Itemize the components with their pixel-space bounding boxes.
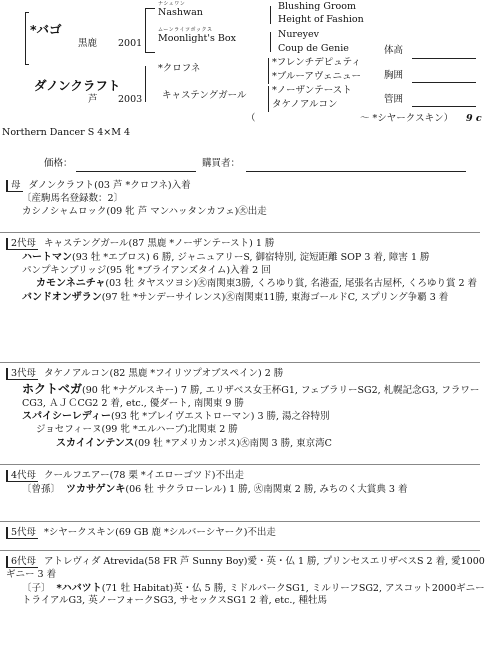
sire-sire: ナシュワン Nashwan [158,1,203,18]
dam-name: ダノンクラフト [34,78,121,93]
progeny-entry [20,437,490,451]
ddd: タケノアルコン [272,99,338,110]
section-3 [11,368,490,451]
generation-tag: 5代母 [6,527,38,539]
section-divider [0,550,480,551]
ssd: Height of Fashion [278,14,364,25]
buyer-label: 購買者： [202,158,241,169]
section-2 [11,238,490,305]
section-6 [6,556,490,608]
section-divider [0,232,480,233]
progeny-entry [20,265,490,278]
generation-tag: 2代母 [6,238,38,250]
progeny-entry [20,424,490,437]
horse-record: (09 牡 *アメリカンポス)㊋南関 3 勝, 東京湾C [134,438,332,450]
bottom-line: （ ～ *シヤークスキン） [246,113,454,124]
family-number: 9 c [466,113,482,124]
section-heading: キャステングガール(87 黒鹿 *ノーザンテースト) 1 勝 [44,238,275,249]
horse-record: (93 牡 *エブロス) 6 勝, ジャニュアリーS, 御宿特別, 淀短距離 SOP 3 着, 障害 1 勝 [72,251,430,263]
sire-dam: ムーンライツボックス Moonlight's Box [158,27,236,44]
dam-color: 芦 [88,94,98,105]
section-4 [11,470,490,497]
relation-label: 〔曾孫〕 [22,483,61,495]
section-1 [11,180,490,218]
horse-name: ホクトベガ [22,381,83,396]
horse-record: (71 牡 Habitat)英・仏 5 勝, ミドルパークSG1, ミルリーフSG2, アスコット2000ギニートライアルG3, 英ノーフォークSG3, サセックスSG1 2 着, etc., 種牡馬 [22,582,485,607]
horse-name: バンドオンザラン [22,292,102,304]
progeny-entry [20,291,490,305]
horse-name: スカイインテンス [56,438,135,450]
generation-tag: 4代母 [6,470,38,482]
horse-record: (06 牡 サクラローレル) 1 勝, ㊋南関東 2 勝, みちのく大賞典 3 着 [125,483,408,495]
progeny-entry [20,277,490,291]
sss: Blushing Groom [278,1,356,12]
dam-sire: *クロフネ [158,63,201,74]
relation-label: 〔子〕 [22,582,51,594]
progeny-entry [20,381,490,411]
dss: *フレンチデピュティ [272,57,361,68]
section-divider [0,521,480,522]
dam-dam: キャステングガール [162,90,247,101]
progeny-entry [20,483,490,497]
horse-record: (93 牝 *ブレイヴエストローマン) 3 勝, 湯之谷特別 [111,411,330,423]
progeny-entry [20,251,490,265]
dam-line: カシノシャムロック(09 牝 芦 マンハッタンカフェ)㊋出走 [22,205,267,217]
dds: *ノーザンテースト [272,85,352,96]
generation-tag: 6代母 [6,556,38,568]
dam-year: 2003 [118,94,143,105]
section-heading: クールフエアー(78 栗 *イエローゴツド)不出走 [44,470,245,481]
horse-record: (90 牝 *ナグルスキー) 7 勝, エリザベス女王杯G1, フェブラリーSG2, 札幌記念G3, フラワーCG3, ＡＪＣCG2 2 着, etc., 優ダート, 南関東 9 勝 [22,384,480,409]
generation-tag: 3代母 [6,368,38,380]
horse-name: *ハバツト [56,582,102,594]
sire-name: *バゴ [30,22,62,37]
field-kyoui: 胸囲 [384,70,404,81]
horse-record: (97 牡 *サンデーサイレンス)㊋南関東11勝, 東海ゴールドC, スプリング争覇 3 着 [101,292,449,304]
section-heading: ダノンクラフト(03 芦 *クロフネ)入着 [28,180,191,191]
section-divider [0,362,480,363]
sds: Nureyev [278,29,319,40]
horse-record: パンプキンブリッジ(95 牝 *ブライアンズタイム)入着 2 回 [22,264,271,276]
section-5 [11,527,490,540]
horse-record: ジョセフィーヌ(99 牝 *エルハーブ)北関東 2 勝 [36,424,238,436]
field-taikou: 体高 [384,45,404,56]
horse-name: ハートマン [22,251,72,263]
progeny-entry [20,582,490,609]
dam-line: 〔産駒馬名登録数：2〕 [22,192,124,204]
generation-tag: 母 [6,180,23,192]
sire-year: 2001 [118,38,143,49]
price-label: 価格： [44,158,73,169]
inbreeding: Northern Dancer S 4×M 4 [2,127,131,138]
horse-name: カモンネニチャ [36,278,106,290]
sdd: Coup de Genie [278,43,349,54]
section-divider [0,464,480,465]
sire-color: 黒鹿 [78,38,98,49]
progeny-entry [20,410,490,424]
field-kankou: 管囲 [384,94,404,105]
dsd: *ブルーアヴェニュー [272,71,362,82]
section-heading: タケノアルコン(82 黒鹿 *フイリツプオブスペイン) 2 勝 [44,368,284,379]
section-heading: アトレヴィダ Atrevida(58 FR 芦 Sunny Boy)愛・英・仏 1 勝, プリンセスエリザベスS 2 着, 愛1000ギニー 3 着 [6,556,485,580]
horse-name: ツカサゲンキ [66,483,126,495]
horse-record: (03 牡 タヤスツヨシ)㊋南関東3勝, くろゆり賞, 名港盃, 尾張名古屋杯, くろゆり賞 2 着 [105,278,478,290]
section-heading: *シヤークスキン(69 GB 鹿 *シルバーシヤーク)不出走 [44,527,276,538]
horse-name: スパイシーレディー [22,411,111,423]
